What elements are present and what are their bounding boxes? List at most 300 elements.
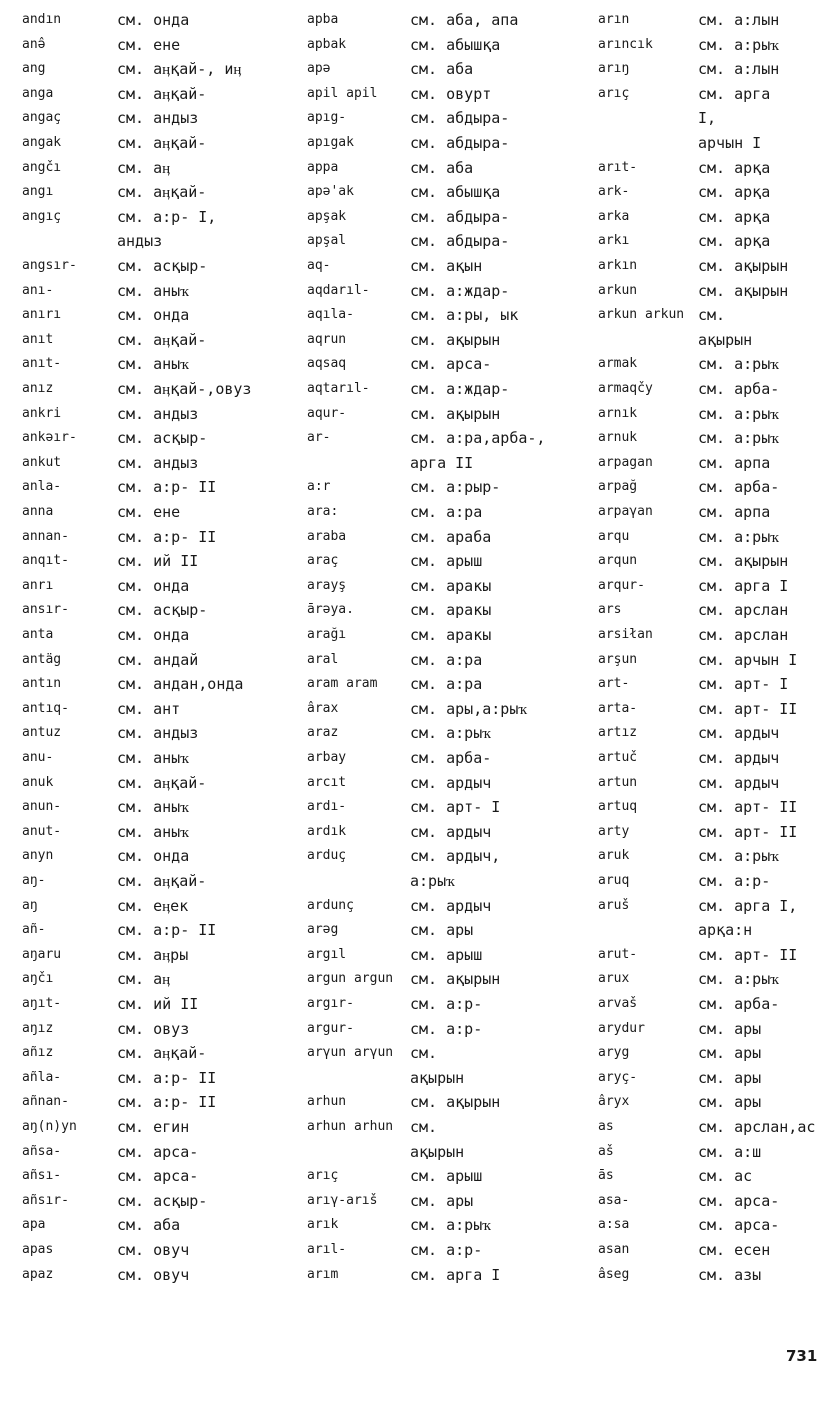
cross-reference: см. аӊқай-, иӊ [117, 60, 242, 79]
headword: arty [598, 823, 630, 839]
cross-reference: см. арқа [698, 232, 771, 251]
headword: armaqčy [598, 381, 653, 396]
cross-reference: см. арса- [698, 1191, 780, 1210]
cross-reference: арга II [410, 453, 474, 472]
headword: aŋaru [22, 946, 62, 962]
cross-reference: см. ақырын [410, 330, 501, 349]
cross-reference: см. аӊқай- [117, 84, 207, 103]
headword: arqun [598, 553, 638, 569]
cross-reference: см. аӊ [117, 970, 171, 989]
cross-reference: арқа:н [698, 921, 753, 940]
headword: arux [598, 971, 630, 987]
headword: artız [598, 725, 638, 741]
cross-reference: см. а:р- [410, 995, 483, 1013]
cross-reference: см. ақырын [698, 281, 789, 300]
cross-reference: см. арга I [410, 1265, 501, 1284]
headword: anə̂ [22, 36, 46, 52]
cross-reference: см. аба [410, 158, 474, 177]
headword: arhun [307, 1094, 347, 1110]
headword: arıç [598, 85, 630, 101]
cross-reference: см. ардыч [698, 749, 780, 767]
headword: arıncık [598, 36, 653, 52]
headword: aqur- [307, 405, 347, 421]
headword: aqıla- [307, 307, 354, 323]
headword: añ- [22, 922, 46, 938]
cross-reference: см. аныҡ [117, 822, 189, 841]
cross-reference: см. а:рыҡ [698, 429, 779, 448]
headword: arqu [598, 528, 630, 544]
cross-reference: см. онда [117, 847, 190, 866]
headword: arın [598, 12, 630, 27]
cross-reference: см. аракы [410, 601, 492, 620]
cross-reference: см. абышқа [410, 35, 501, 54]
headword: arşun [598, 651, 638, 667]
headword: añsır- [22, 1192, 69, 1208]
headword: arkı [598, 233, 630, 249]
cross-reference: см. ий II [117, 552, 199, 571]
headword: ardunç [307, 897, 354, 913]
cross-reference: см. арыш [410, 552, 483, 571]
headword: apbak [307, 36, 347, 52]
headword: ara: [307, 504, 339, 519]
cross-reference: см. ене [117, 35, 181, 54]
cross-reference: см. арса- [117, 1142, 199, 1161]
headword: arcıt [307, 774, 347, 790]
headword: anırı [22, 307, 62, 323]
cross-reference: см. а:рыҡ [410, 1216, 491, 1235]
cross-reference: см. а:р- II [117, 1068, 217, 1087]
cross-reference: андыз [117, 232, 163, 251]
cross-reference: см. ақын [410, 257, 483, 275]
cross-reference: см. аӊ [117, 158, 171, 177]
headword: antäg [22, 651, 62, 667]
headword: ās [598, 1168, 614, 1184]
cross-reference: см. арса- [410, 355, 492, 374]
headword: âryx [598, 1094, 630, 1110]
cross-reference: см. аӊқай-,овуз [117, 380, 252, 398]
cross-reference: см. аӊры [117, 945, 189, 964]
headword: ark- [598, 184, 630, 200]
cross-reference: см. арт- II [698, 699, 798, 718]
cross-reference: см. ас [698, 1167, 753, 1186]
headword: apşal [307, 233, 347, 249]
headword: apba [307, 12, 339, 27]
headword: aŋ(n)yn [22, 1119, 77, 1134]
cross-reference: см. овуз [117, 1019, 190, 1038]
headword: arpagan [598, 454, 653, 470]
headword: appa [307, 159, 339, 175]
cross-reference: см. ақырын [410, 970, 501, 989]
cross-reference: см. ары [410, 921, 474, 940]
cross-reference: см. а:р- II [117, 478, 217, 497]
headword: aqrun [307, 331, 347, 347]
cross-reference: см. арса- [117, 1167, 199, 1186]
cross-reference: а:рыҡ [410, 872, 455, 890]
headword: arγun arγun [307, 1045, 394, 1061]
cross-reference: см. егин [117, 1118, 190, 1136]
cross-reference: см. [698, 306, 726, 325]
headword: ars [598, 602, 622, 618]
headword: anut- [22, 823, 62, 839]
headword: arıt- [598, 159, 638, 175]
headword: arvaš [598, 996, 638, 1011]
headword: arkun [598, 282, 638, 298]
cross-reference: см. асқыр- [117, 1191, 208, 1210]
headword: arpaγan [598, 504, 653, 519]
headword: aqdarıl- [307, 282, 370, 298]
cross-reference: ақырын [410, 1142, 465, 1161]
headword: apas [22, 1242, 54, 1257]
headword: anıt- [22, 356, 62, 372]
headword: apşak [307, 208, 347, 224]
page-number: 731 [786, 1347, 818, 1365]
cross-reference: см. арслан [698, 626, 789, 644]
headword: anta [22, 627, 54, 642]
cross-reference: см. аныҡ [117, 798, 189, 817]
headword: antıq- [22, 700, 69, 716]
cross-reference: см. абдыра- [410, 207, 510, 226]
cross-reference: см. асқыр- [117, 429, 208, 448]
headword: aruq [598, 873, 630, 888]
cross-reference: см. а:ра,арба-, [410, 429, 546, 448]
headword: apə'ak [307, 184, 354, 200]
cross-reference: см. аныҡ [117, 355, 189, 374]
cross-reference: см. а:ш [698, 1142, 762, 1161]
cross-reference: см. а:ра [410, 503, 483, 521]
cross-reference: см. арт- I [698, 675, 789, 694]
cross-reference: см. а:лын [698, 60, 780, 79]
cross-reference: см. аракы [410, 576, 492, 595]
cross-reference: см. а:р- [698, 872, 771, 890]
headword: arnuk [598, 430, 638, 446]
cross-reference: см. арба- [698, 478, 780, 497]
headword: aŋıt- [22, 996, 62, 1011]
cross-reference: см. арт- II [698, 798, 798, 817]
headword: aŋız [22, 1020, 54, 1036]
headword: arık [307, 1217, 339, 1233]
cross-reference: см. овуч [117, 1265, 190, 1284]
cross-reference: см. арқа [698, 207, 771, 226]
headword: asa- [598, 1192, 630, 1208]
cross-reference: см. а:р- I, [117, 207, 217, 226]
cross-reference: см. арба- [698, 995, 780, 1013]
headword: arbay [307, 750, 347, 765]
headword: aruš [598, 897, 630, 913]
headword: aruk [598, 848, 630, 864]
cross-reference: см. ақырын [698, 257, 789, 275]
cross-reference: см. а:р- II [117, 527, 217, 546]
headword: anu- [22, 750, 54, 765]
headword: antın [22, 676, 62, 692]
cross-reference: см. аныҡ [117, 749, 189, 767]
headword: aš [598, 1143, 614, 1159]
cross-reference: см. ары [698, 1019, 762, 1038]
cross-reference: см. аныҡ [117, 281, 189, 300]
headword: artun [598, 774, 638, 790]
cross-reference: см. овурт [410, 84, 492, 103]
cross-reference: см. аӊқай- [117, 1044, 207, 1063]
headword: anna [22, 504, 54, 519]
cross-reference: см. ардыч [410, 896, 492, 915]
cross-reference: см. ардыч [698, 724, 780, 743]
headword: arka [598, 208, 630, 224]
headword: arnık [598, 405, 638, 421]
cross-reference: см. ары,а:рыҡ [410, 699, 527, 718]
cross-reference: см. [410, 1118, 438, 1136]
headword: aram aram [307, 676, 378, 692]
cross-reference: см. азы [698, 1265, 762, 1284]
cross-reference: см. онда [117, 11, 190, 29]
headword: arkun arkun [598, 307, 685, 323]
cross-reference: см. абдыра- [410, 232, 510, 251]
cross-reference: см. асқыр- [117, 601, 208, 620]
headword: anıt [22, 331, 54, 347]
headword: anız [22, 381, 54, 396]
headword: anla- [22, 479, 62, 495]
headword: arıγ-arıš [307, 1192, 378, 1208]
headword: art- [598, 676, 630, 692]
cross-reference: см. андыз [117, 404, 199, 423]
headword: aŋ- [22, 873, 46, 888]
cross-reference: см. а:ры, ык [410, 306, 519, 325]
headword: ārəya. [307, 602, 354, 618]
headword: arhun arhun [307, 1119, 394, 1134]
cross-reference: см. арпа [698, 503, 771, 521]
headword: arduç [307, 848, 347, 864]
headword: argıl [307, 946, 347, 962]
cross-reference: см. есен [698, 1241, 771, 1259]
headword: arut- [598, 946, 638, 962]
headword: anyn [22, 848, 54, 864]
headword: arsiłan [598, 627, 653, 642]
headword: asan [598, 1242, 630, 1257]
cross-reference: см. а:р- II [117, 921, 217, 940]
cross-reference: см. андыз [117, 724, 199, 743]
cross-reference: см. ақырын [698, 552, 789, 571]
cross-reference: см. арт- II [698, 945, 798, 964]
headword: a:r [307, 479, 331, 495]
cross-reference: см. арыш [410, 1167, 483, 1186]
cross-reference: см. аӊқай- [117, 773, 207, 792]
cross-reference: см. а:ра [410, 675, 483, 694]
headword: arkın [598, 258, 638, 273]
cross-reference: см. абышқа [410, 183, 501, 202]
headword: apil apil [307, 85, 378, 101]
cross-reference: I, [698, 109, 717, 128]
headword: araz [307, 725, 339, 741]
headword: arydur [598, 1020, 645, 1036]
headword: arağı [307, 627, 347, 642]
headword: annan- [22, 528, 69, 544]
headword: araba [307, 528, 347, 544]
headword: aq- [307, 258, 331, 273]
headword: aŋčı [22, 971, 54, 987]
cross-reference: см. ант [117, 699, 181, 718]
cross-reference: см. арт- I [410, 798, 501, 817]
cross-reference: см. [410, 1044, 438, 1063]
cross-reference: см. а:р- II [117, 1093, 217, 1112]
headword: anun- [22, 799, 62, 815]
headword: ankut [22, 454, 62, 470]
cross-reference: см. аӊқай- [117, 330, 207, 349]
cross-reference: см. ары [698, 1068, 762, 1087]
cross-reference: см. арга I, [698, 896, 798, 915]
cross-reference: см. а:р- [410, 1241, 483, 1259]
headword: apaz [22, 1266, 54, 1282]
cross-reference: см. аӊқай- [117, 134, 207, 152]
cross-reference: см. аӊқай- [117, 872, 207, 890]
cross-reference: ақырын [698, 330, 753, 349]
headword: apıgak [307, 135, 354, 150]
headword: añla- [22, 1069, 62, 1085]
headword: angıç [22, 208, 62, 224]
headword: artuq [598, 799, 638, 815]
headword: aral [307, 651, 339, 667]
headword: antuz [22, 725, 62, 741]
headword: ardı- [307, 799, 347, 815]
cross-reference: см. а:рыҡ [698, 404, 779, 423]
headword: angčı [22, 159, 62, 175]
headword: anga [22, 85, 54, 101]
cross-reference: см. абдыра- [410, 109, 510, 128]
cross-reference: см. аракы [410, 626, 492, 644]
headword: argır- [307, 996, 354, 1011]
cross-reference: см. андыз [117, 453, 199, 472]
cross-reference: см. а:рыҡ [410, 724, 491, 743]
cross-reference: см. андай [117, 650, 199, 669]
headword: andın [22, 12, 62, 27]
cross-reference: ақырын [410, 1068, 465, 1087]
cross-reference: см. абдыра- [410, 134, 510, 152]
cross-reference: см. аба, апа [410, 11, 519, 29]
cross-reference: см. ардыч [698, 773, 780, 792]
headword: arım [307, 1266, 339, 1282]
headword: añsa- [22, 1143, 62, 1159]
headword: aryg [598, 1045, 630, 1061]
headword: aryç- [598, 1069, 638, 1085]
cross-reference: см. араба [410, 527, 492, 546]
cross-reference: см. ары [698, 1044, 762, 1063]
headword: ang [22, 61, 46, 77]
cross-reference: см. онда [117, 626, 190, 644]
cross-reference: см. арқа [698, 158, 771, 177]
cross-reference: см. андыз [117, 109, 199, 128]
headword: angı [22, 184, 54, 200]
cross-reference: см. аба [410, 60, 474, 79]
cross-reference: см. арслан,ас [698, 1118, 816, 1136]
cross-reference: см. ақырын [410, 404, 501, 423]
cross-reference: см. ардыч, [410, 847, 501, 866]
headword: anqıt- [22, 553, 69, 569]
headword: añsı- [22, 1168, 62, 1184]
headword: anuk [22, 774, 54, 790]
cross-reference: см. а:р- [410, 1019, 483, 1038]
cross-reference: арчын I [698, 134, 762, 152]
cross-reference: см. ары [698, 1093, 762, 1112]
headword: a:sa [598, 1217, 630, 1233]
headword: aqtarıl- [307, 381, 370, 396]
cross-reference: см. а:ждар- [410, 380, 510, 398]
headword: ârax [307, 700, 339, 716]
headword: ar- [307, 430, 331, 446]
cross-reference: см. ардыч [410, 822, 492, 841]
cross-reference: см. а:рыҡ [698, 970, 779, 989]
headword: arqur- [598, 577, 645, 593]
headword: anrı [22, 577, 54, 593]
cross-reference: см. овуч [117, 1241, 190, 1259]
headword: angak [22, 135, 62, 150]
cross-reference: см. ене [117, 503, 181, 521]
headword: anı- [22, 282, 54, 298]
headword: ankri [22, 405, 62, 421]
headword: araç [307, 553, 339, 569]
headword: argur- [307, 1020, 354, 1036]
cross-reference: см. а:рыҡ [698, 527, 779, 546]
headword: apə [307, 61, 331, 77]
cross-reference: см. а:рыҡ [698, 847, 779, 866]
cross-reference: см. еӊек [117, 896, 189, 915]
headword: arıç [307, 1168, 339, 1184]
headword: añız [22, 1045, 54, 1061]
headword: aŋ [22, 897, 38, 913]
headword: as [598, 1119, 614, 1134]
cross-reference: см. андан,онда [117, 675, 244, 694]
cross-reference: см. арслан [698, 601, 789, 620]
cross-reference: см. арыш [410, 945, 483, 964]
headword: apa [22, 1217, 46, 1233]
cross-reference: см. а:рыҡ [698, 35, 779, 54]
headword: argun argun [307, 971, 394, 987]
cross-reference: см. арпа [698, 453, 771, 472]
cross-reference: см. арчын I [698, 650, 798, 669]
headword: arıl- [307, 1242, 347, 1257]
cross-reference: см. а:лын [698, 11, 780, 29]
cross-reference: см. ары [410, 1191, 474, 1210]
cross-reference: см. аба [117, 1216, 181, 1235]
headword: âseg [598, 1266, 630, 1282]
cross-reference: см. онда [117, 306, 190, 325]
headword: aqsaq [307, 356, 347, 372]
headword: arıŋ [598, 61, 630, 77]
headword: ardık [307, 823, 347, 839]
cross-reference: см. арга I [698, 576, 789, 595]
cross-reference: см. онда [117, 576, 190, 595]
headword: arpağ [598, 479, 638, 495]
cross-reference: см. арт- II [698, 822, 798, 841]
headword: angsır- [22, 258, 77, 273]
cross-reference: см. арба- [410, 749, 492, 767]
cross-reference: см. а:ра [410, 650, 483, 669]
cross-reference: см. ий II [117, 995, 199, 1013]
cross-reference: см. арба- [698, 380, 780, 398]
headword: angaç [22, 110, 62, 126]
headword: arayş [307, 577, 347, 593]
headword: arta- [598, 700, 638, 716]
cross-reference: см. асқыр- [117, 257, 208, 275]
cross-reference: см. а:рыҡ [698, 355, 779, 374]
cross-reference: см. арга [698, 84, 771, 103]
cross-reference: см. аӊқай- [117, 183, 207, 202]
headword: añnan- [22, 1094, 69, 1110]
headword: armak [598, 356, 638, 372]
cross-reference: см. ақырын [410, 1093, 501, 1112]
cross-reference: см. арса- [698, 1216, 780, 1235]
cross-reference: см. арқа [698, 183, 771, 202]
headword: apıg- [307, 110, 347, 126]
headword: ankəır- [22, 430, 77, 446]
cross-reference: см. ардыч [410, 773, 492, 792]
cross-reference: см. а:ждар- [410, 281, 510, 300]
